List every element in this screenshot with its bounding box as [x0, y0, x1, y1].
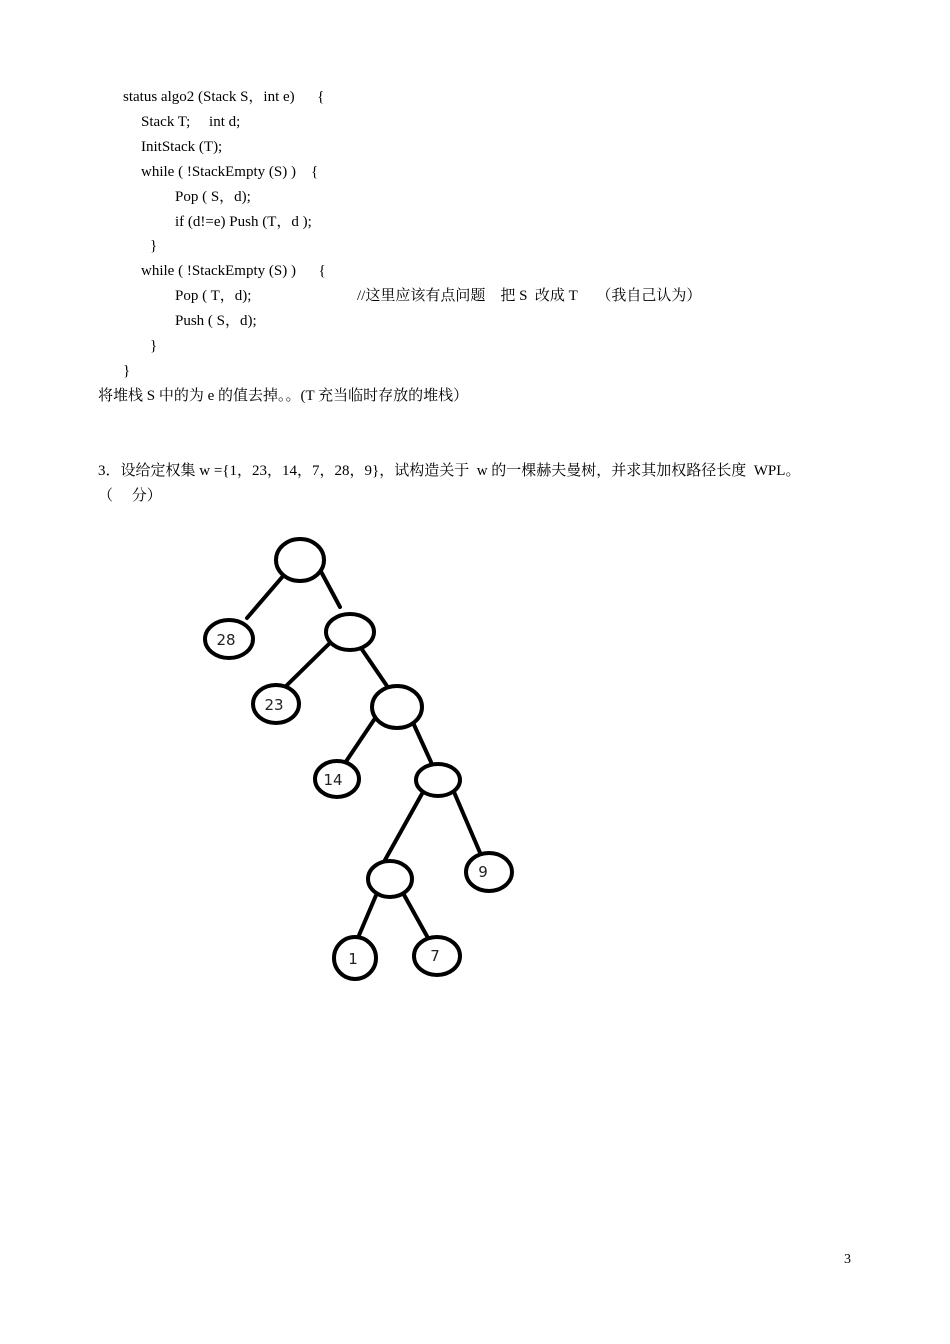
code-line-11: }	[150, 338, 158, 354]
page-number: 3	[844, 1252, 851, 1267]
code-line-12: }	[123, 363, 131, 379]
node-internal-3	[416, 764, 460, 796]
question-text: 3．设给定权集 w ={1，23，14，7，28，9}，试构造关于 w 的一棵赫夫曼树，并求其加权路径长度 WPL。	[98, 463, 801, 479]
edge-n3-n4	[385, 783, 428, 860]
leaf-label-9: 9	[478, 863, 488, 881]
node-internal-4	[368, 861, 412, 897]
code-line-9: Pop ( T，d);	[175, 288, 252, 304]
edge-n1-23	[282, 637, 336, 690]
code-line-7: }	[150, 238, 158, 254]
leaf-label-7: 7	[430, 947, 440, 965]
node-root	[276, 539, 324, 581]
edge-n4-7	[403, 893, 428, 938]
code-line-1: status algo2 (Stack S，int e) {	[123, 89, 325, 105]
leaf-node-9	[466, 853, 512, 891]
code-line-2: Stack T; int d;	[141, 114, 241, 130]
edge-n4-1	[357, 893, 377, 940]
leaf-label-23: 23	[264, 696, 284, 714]
code-comment: //这里应该有点问题 把 S 改成 T （我自己认为）	[357, 288, 702, 304]
code-line-3: InitStack (T);	[141, 139, 223, 155]
code-line-4: while ( !StackEmpty (S) ) {	[141, 164, 319, 180]
code-line-10: Push ( S，d);	[175, 313, 257, 329]
node-internal-2	[372, 686, 422, 728]
code-line-8: while ( !StackEmpty (S) ) {	[141, 263, 326, 279]
leaf-label-28: 28	[216, 631, 236, 649]
leaf-label-1: 1	[348, 950, 358, 968]
node-internal-1	[326, 614, 374, 650]
explanation-text: 将堆栈 S 中的为 e 的值去掉。。(T 充当临时存放的堆栈）	[98, 388, 469, 404]
edge-n1-n2	[361, 648, 387, 686]
question-score: （ 分）	[98, 488, 162, 504]
code-line-5: Pop ( S，d);	[175, 189, 251, 205]
code-line-6: if (d!=e) Push (T，d );	[175, 214, 312, 230]
leaf-label-14: 14	[323, 771, 343, 789]
